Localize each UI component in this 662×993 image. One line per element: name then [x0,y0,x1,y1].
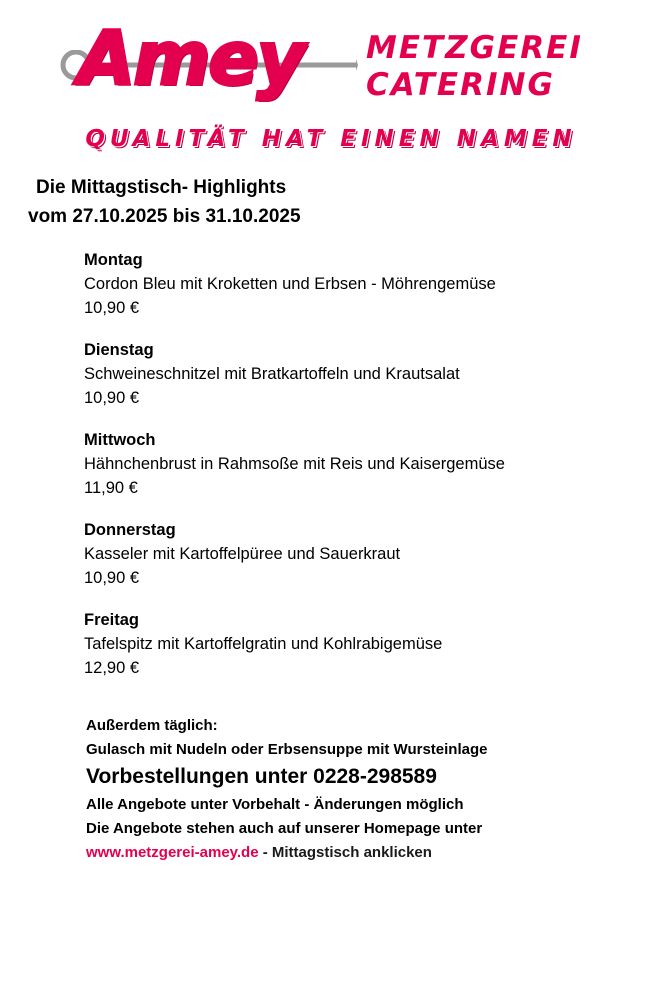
brand-subtitle [366,14,583,103]
page-title-line1: Die Mittagstisch- Highlights [36,177,287,198]
homepage-link-line [86,844,662,861]
day-dish: Schweineschnitzel mit Bratkartoffeln und Krautsalat [84,365,460,383]
menu-day-montag [84,251,662,318]
menu-day-dienstag [84,341,662,408]
day-dish: Kasseler mit Kartoffelpüree und Sauerkraut [84,545,401,563]
page-footer [0,701,662,861]
day-price: 10,90 € [84,389,140,407]
day-price: 12,90 € [84,659,140,677]
day-label: Donnerstag [84,521,176,539]
order-phone-line: Vorbestellungen unter 0228-298589 [86,765,437,788]
page-title [0,160,662,231]
brand-line-catering: CATERING [366,66,555,103]
day-label: Montag [84,251,143,269]
brand-line-metzgerei: METZGEREI [366,30,583,66]
amey-wordmark: Amey [78,16,303,102]
daily-heading: Außerdem täglich: [86,717,218,734]
menu-day-freitag [84,611,662,678]
menu-day-mittwoch [84,431,662,498]
amey-logo [20,14,350,122]
page-header [0,0,662,160]
daily-text: Gulasch mit Nudeln oder Erbsensuppe mit Wursteinlage [86,741,488,758]
day-price: 11,90 € [84,479,138,497]
website-link[interactable]: www.metzgerei-amey.de [86,844,259,861]
day-dish: Cordon Bleu mit Kroketten und Erbsen - Möhrengemüse [84,275,496,293]
menu-day-donnerstag [84,521,662,588]
menu-list [0,231,662,678]
brand-tagline: QUALITÄT HAT EINEN NAMEN [85,126,577,152]
homepage-note: Die Angebote stehen auch auf unserer Homepage unter [86,820,483,837]
day-label: Freitag [84,611,140,629]
day-dish: Hähnchenbrust in Rahmsoße mit Reis und Kaisergemüse [84,455,505,473]
page-title-line2: vom 27.10.2025 bis 31.10.2025 [28,205,301,227]
day-price: 10,90 € [84,299,140,317]
day-price: 10,90 € [84,569,140,587]
brand-logo [20,14,642,122]
disclaimer-text: Alle Angebote unter Vorbehalt - Änderungen möglich [86,796,464,813]
day-dish: Tafelspitz mit Kartoffelgratin und Kohlrabigemüse [84,635,443,653]
day-label: Dienstag [84,341,154,359]
website-suffix: - Mittagstisch anklicken [258,844,432,861]
day-label: Mittwoch [84,431,156,449]
